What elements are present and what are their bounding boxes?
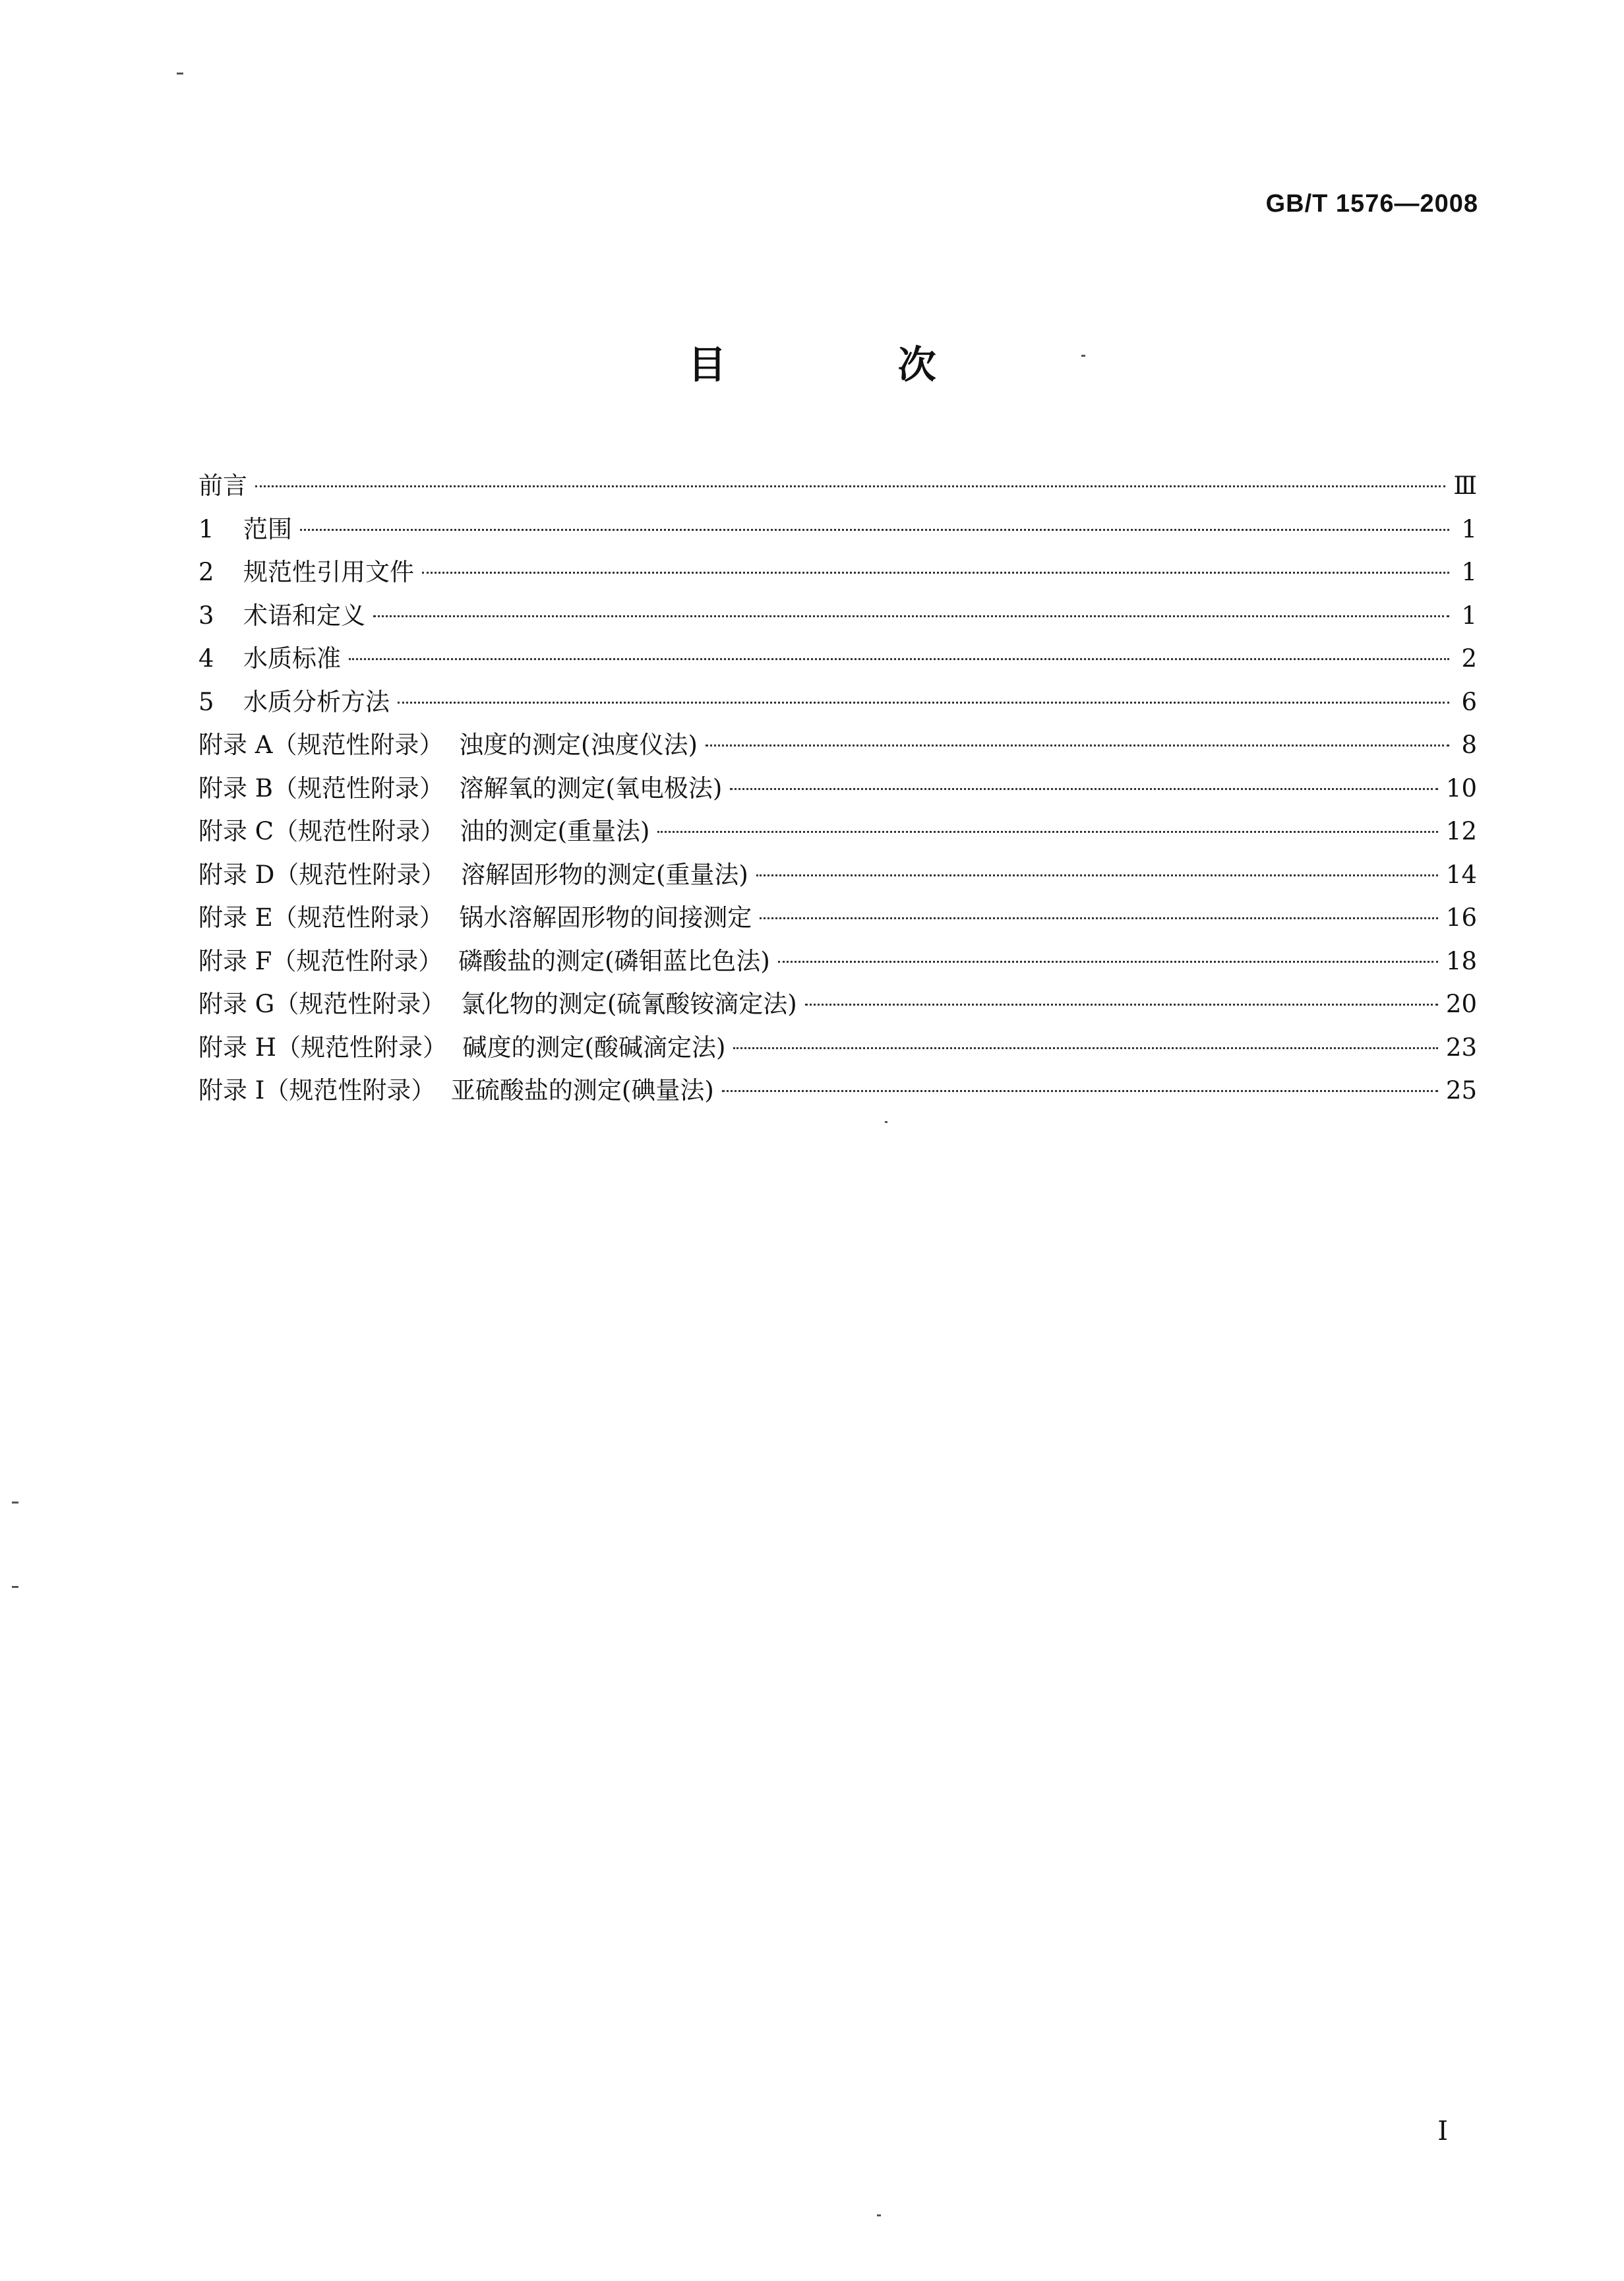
toc-entry[interactable] — [198, 767, 1477, 810]
toc-leader-dots — [706, 745, 1449, 746]
scan-speck — [877, 2214, 881, 2216]
toc-entry[interactable] — [198, 681, 1477, 724]
toc-entry-label: 范围 — [243, 514, 292, 543]
toc-entry-page: 20 — [1445, 990, 1477, 1018]
toc-entry-label: 前言 — [198, 471, 247, 500]
toc-entry-page: 23 — [1445, 1033, 1477, 1062]
toc-leader-dots — [778, 961, 1438, 963]
toc-leader-dots — [349, 658, 1449, 660]
standard-number: GB/T 1576—2008 — [1265, 190, 1478, 218]
scan-speck — [177, 73, 183, 75]
toc-entry-label: 附录 I（规范性附录） 亚硫酸盐的测定(碘量法) — [198, 1076, 714, 1105]
toc-entry-label: 附录 D（规范性附录） 溶解固形物的测定(重量法) — [198, 860, 748, 889]
toc-leader-dots — [373, 615, 1449, 617]
page-title: 目 次 — [688, 342, 1015, 387]
scan-speck — [12, 1502, 18, 1504]
toc-entry[interactable] — [198, 508, 1477, 551]
scan-speck — [1081, 355, 1085, 357]
toc-entry[interactable] — [198, 940, 1477, 983]
toc-leader-dots — [300, 529, 1449, 531]
toc-entry-label: 水质标准 — [243, 644, 341, 673]
toc-entry[interactable] — [198, 810, 1477, 853]
toc-entry[interactable] — [198, 723, 1477, 767]
toc-entry-label: 附录 A（规范性附录） 浊度的测定(浊度仪法) — [198, 731, 698, 759]
toc-entry-label: 术语和定义 — [243, 601, 365, 630]
toc-entry-page: 12 — [1445, 817, 1477, 845]
toc-entry-page: 1 — [1461, 514, 1477, 543]
toc-entry-number: 2 — [198, 558, 214, 586]
toc-entry-label: 附录 F（规范性附录） 磷酸盐的测定(磷钼蓝比色法) — [198, 946, 770, 975]
scan-speck — [885, 1121, 887, 1123]
toc-entry-label: 规范性引用文件 — [243, 558, 414, 586]
toc-entry-page: 1 — [1461, 601, 1477, 630]
toc-entry-page: Ⅲ — [1453, 471, 1477, 500]
toc-entry-number: 1 — [198, 514, 214, 543]
toc-entry-label: 附录 C（规范性附录） 油的测定(重量法) — [198, 817, 650, 845]
toc-entry[interactable] — [198, 464, 1477, 508]
toc-entry-number: 5 — [198, 687, 214, 716]
toc-entry-page: 16 — [1445, 903, 1477, 932]
toc-entry[interactable] — [198, 1026, 1477, 1070]
toc-leader-dots — [722, 1090, 1438, 1092]
toc-entry-page: 2 — [1461, 644, 1477, 673]
page-number: I — [1437, 2116, 1448, 2146]
toc-leader-dots — [657, 831, 1437, 833]
toc-leader-dots — [756, 874, 1438, 876]
toc-leader-dots — [422, 572, 1449, 574]
toc-entry[interactable] — [198, 637, 1477, 681]
toc-entry[interactable] — [198, 853, 1477, 897]
toc-leader-dots — [255, 485, 1445, 487]
toc-entry-label: 附录 E（规范性附录） 锅水溶解固形物的间接测定 — [198, 903, 752, 932]
toc-entry-label: 附录 B（规范性附录） 溶解氧的测定(氧电极法) — [198, 774, 723, 803]
toc-leader-dots — [760, 917, 1438, 919]
toc-entry-page: 8 — [1461, 731, 1477, 759]
scan-speck — [12, 1586, 18, 1588]
toc-entry-page: 25 — [1445, 1076, 1477, 1105]
toc-entry[interactable] — [198, 551, 1477, 594]
toc-entry[interactable] — [198, 983, 1477, 1026]
toc-entry-page: 10 — [1445, 774, 1477, 803]
toc-entry-page: 1 — [1461, 558, 1477, 586]
toc-entry-page: 6 — [1461, 687, 1477, 716]
toc-entry-page: 14 — [1445, 860, 1477, 889]
table-of-contents — [198, 464, 1477, 1112]
toc-entry[interactable] — [198, 1069, 1477, 1112]
toc-entry[interactable] — [198, 896, 1477, 940]
toc-entry-label: 附录 G（规范性附录） 氯化物的测定(硫氰酸铵滴定法) — [198, 990, 797, 1018]
toc-entry-number: 3 — [198, 601, 214, 630]
toc-leader-dots — [398, 702, 1449, 704]
toc-entry-label: 附录 H（规范性附录） 碱度的测定(酸碱滴定法) — [198, 1033, 726, 1062]
toc-leader-dots — [805, 1004, 1438, 1006]
toc-entry-label: 水质分析方法 — [243, 687, 390, 716]
toc-entry-page: 18 — [1445, 946, 1477, 975]
toc-leader-dots — [733, 1047, 1437, 1049]
toc-entry[interactable] — [198, 594, 1477, 638]
toc-leader-dots — [730, 788, 1438, 790]
toc-entry-number: 4 — [198, 644, 214, 673]
